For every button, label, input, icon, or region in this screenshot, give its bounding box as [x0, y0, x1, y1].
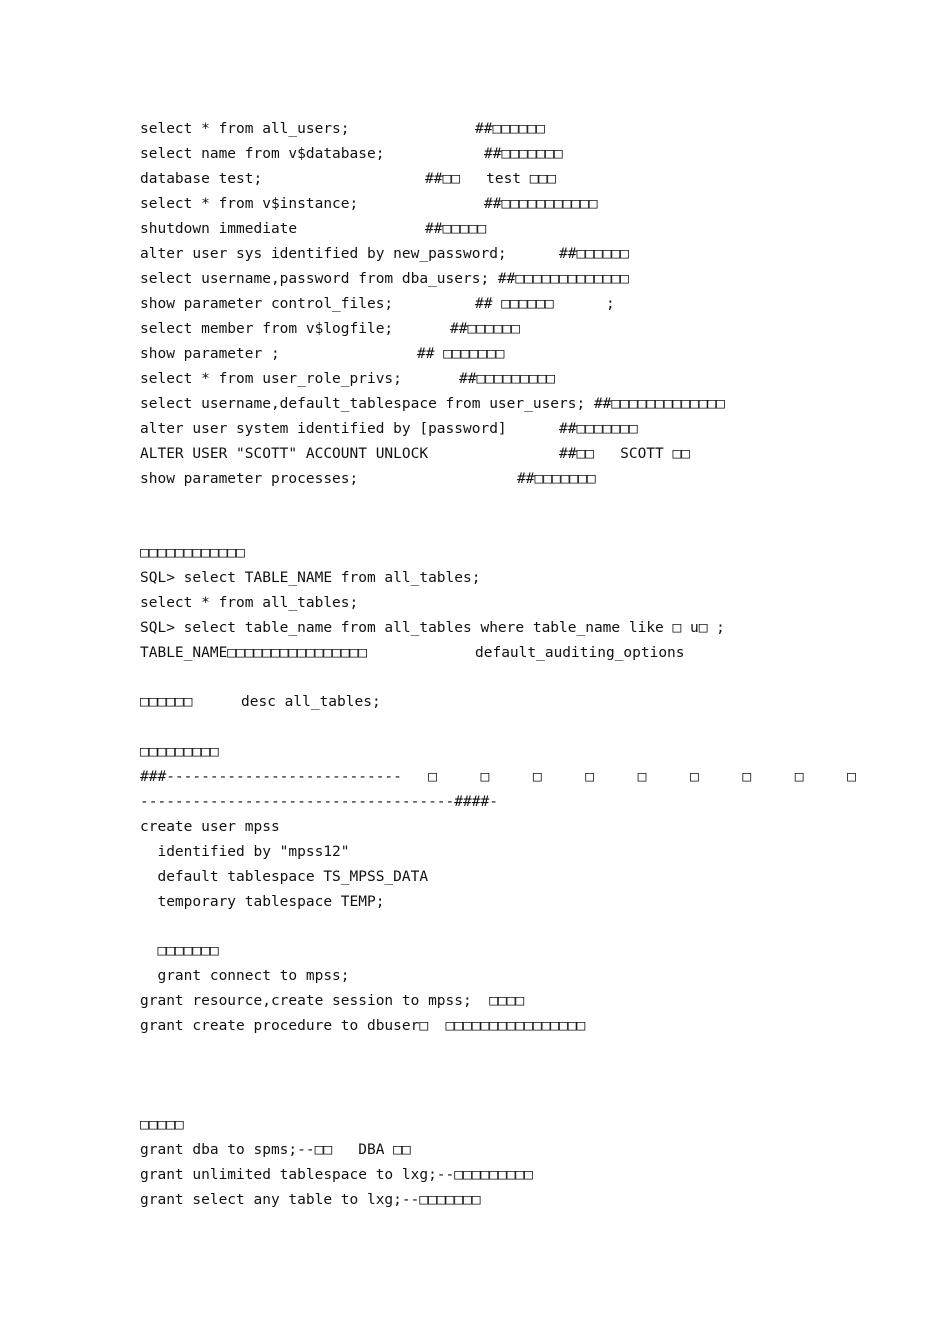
code-comment: ## □□□□□□□: [417, 346, 505, 362]
code-comment: ##□□□□□□: [475, 121, 545, 137]
code-line: □□□□□□: [140, 694, 193, 710]
code-line: ALTER USER "SCOTT" ACCOUNT UNLOCK: [140, 446, 429, 462]
code-line: SQL> select table_name from all_tables where table_name like □ u□ ;: [140, 620, 725, 636]
code-line: select * from user_role_privs;: [140, 371, 402, 387]
code-line: select member from v$logfile;: [140, 321, 394, 337]
code-line: grant dba to spms;--□□ DBA □□: [140, 1142, 411, 1158]
code-line: alter user sys identified by new_password;: [140, 246, 507, 262]
code-comment: desc all_tables;: [241, 694, 381, 710]
code-line: select * from all_tables;: [140, 595, 359, 611]
code-line: grant connect to mpss;: [140, 968, 350, 984]
code-line: temporary tablespace TEMP;: [140, 894, 385, 910]
section-heading: □□□□□: [140, 1117, 184, 1133]
separator-line: ------------------------------------####-: [140, 794, 498, 810]
code-comment: ##□□□□□□□: [484, 146, 563, 162]
code-comment: ##□□□□□□□□□: [459, 371, 556, 387]
code-comment: ##□□□□□□□: [517, 471, 596, 487]
code-line: grant select any table to lxg;--□□□□□□□: [140, 1192, 481, 1208]
code-line: show parameter ;: [140, 346, 280, 362]
code-line: default tablespace TS_MPSS_DATA: [140, 869, 429, 885]
code-comment: ##□□ test □□□: [425, 171, 556, 187]
code-line: grant unlimited tablespace to lxg;--□□□□□□□□□: [140, 1167, 533, 1183]
code-comment: ##□□□□□□: [559, 246, 629, 262]
code-line: grant resource,create session to mpss; □□□□: [140, 993, 525, 1009]
code-comment: default_auditing_options: [475, 645, 685, 661]
separator-line: ###--------------------------- □ □ □ □ □ □ □ □ □: [140, 769, 856, 785]
code-line: select username,password from dba_users; ##□□□□□□□□□□□□□: [140, 271, 629, 287]
code-comment: ##□□□□□□: [450, 321, 520, 337]
code-line: create user mpss: [140, 819, 280, 835]
code-line: select * from v$instance;: [140, 196, 359, 212]
code-line: shutdown immediate: [140, 221, 298, 237]
code-line: show parameter processes;: [140, 471, 359, 487]
section-heading: □□□□□□□: [140, 943, 219, 959]
section-heading: □□□□□□□□□□□□: [140, 545, 245, 561]
code-line: select username,default_tablespace from user_users; ##□□□□□□□□□□□□□: [140, 396, 725, 412]
section-heading: □□□□□□□□□: [140, 744, 219, 760]
code-line: database test;: [140, 171, 263, 187]
code-line: alter user system identified by [password]: [140, 421, 507, 437]
code-line: grant create procedure to dbuser□ □□□□□□□□□□□□□□□□: [140, 1018, 586, 1034]
code-line: show parameter control_files;: [140, 296, 394, 312]
code-line: TABLE_NAME□□□□□□□□□□□□□□□□: [140, 645, 367, 661]
code-line: select * from all_users;: [140, 121, 350, 137]
code-comment: ##□□□□□: [425, 221, 487, 237]
code-comment: ##□□□□□□□: [559, 421, 638, 437]
code-comment: ##□□□□□□□□□□□: [484, 196, 598, 212]
code-comment: ##□□ SCOTT □□: [559, 446, 690, 462]
code-line: select name from v$database;: [140, 146, 385, 162]
code-line: identified by "mpss12": [140, 844, 350, 860]
code-comment: ## □□□□□□ ;: [475, 296, 615, 312]
code-line: SQL> select TABLE_NAME from all_tables;: [140, 570, 481, 586]
